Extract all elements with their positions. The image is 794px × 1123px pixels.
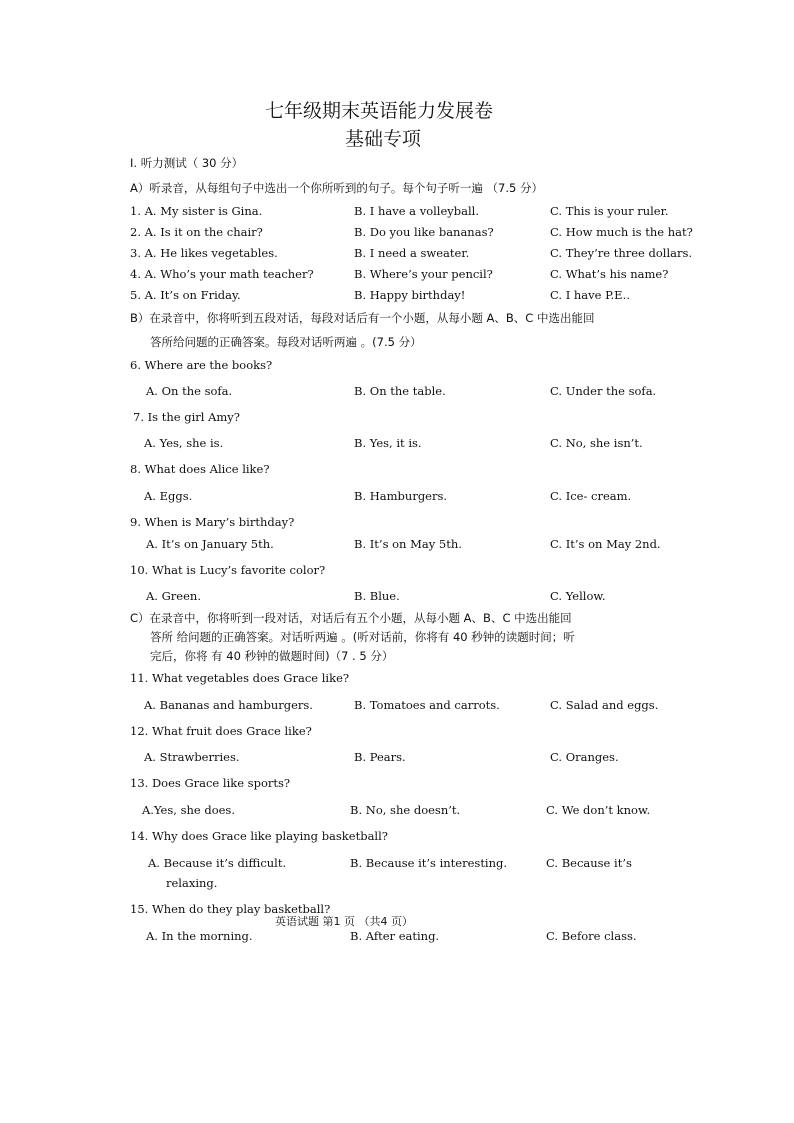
item-option-c: C. What’s his name?	[550, 267, 669, 281]
part-b-instruction: B）在录音中，你将听到五段对话，每段对话后有一个小题，从每小题 A、B、C 中选出能回	[130, 311, 595, 325]
item-option-c: C. It’s on May 2nd.	[550, 537, 661, 551]
item-option-c: C. Under the sofa.	[550, 384, 657, 398]
item-option-c: C. This is your ruler.	[550, 204, 669, 218]
item-option-a: A. Green.	[146, 589, 201, 603]
item-option-a: A. Yes, she is.	[144, 436, 224, 450]
part-c-instruction-cont: 完后，你将 有 40 秒钟的做题时间)（7 . 5 分）	[150, 649, 394, 663]
item-option-b: B. Where’s your pencil?	[354, 267, 493, 281]
item-option-a: 5. A. It’s on Friday.	[130, 288, 241, 302]
item-option-c: C. Because it’s	[546, 856, 632, 870]
item-option-c: C. Oranges.	[550, 750, 619, 764]
part-c-instruction-cont: 答所 给问题的正确答案。对话听两遍 。(听对话前，你将有 40 秒钟的读题时间；听	[150, 630, 575, 644]
item-option-b: B. On the table.	[354, 384, 446, 398]
item-option-b: B. No, she doesn’t.	[350, 803, 461, 817]
item-option-c: C. They’re three dollars.	[550, 246, 693, 260]
question-text: 14. Why does Grace like playing basketball?	[130, 829, 388, 843]
item-option-a: A.Yes, she does.	[142, 803, 235, 817]
item-option-a: A. Because it’s difficult.	[148, 856, 287, 870]
question-text: 7. Is the girl Amy?	[133, 410, 240, 424]
page-title: 七年级期末英语能力发展卷	[265, 100, 494, 122]
item-option-a: A. In the morning.	[146, 929, 253, 943]
item-option-c: C. No, she isn’t.	[550, 436, 643, 450]
item-option-b: B. Hamburgers.	[354, 489, 448, 503]
item-option-a: 3. A. He likes vegetables.	[130, 246, 278, 260]
item-option-a: A. It’s on January 5th.	[146, 537, 274, 551]
item-option-a: 4. A. Who’s your math teacher?	[130, 267, 314, 281]
part-a-instruction: A）听录音，从每组句子中选出一个你所听到的句子。每个句子听一遍 （7.5 分）	[130, 181, 543, 195]
item-option-c: C. We don’t know.	[546, 803, 651, 817]
item-option-b: B. It’s on May 5th.	[354, 537, 462, 551]
page-subtitle: 基础专项	[345, 128, 422, 150]
item-option-b: B. Happy birthday!	[354, 288, 466, 302]
question-text: 9. When is Mary’s birthday?	[130, 515, 295, 529]
item-option-c: C. Ice- cream.	[550, 489, 632, 503]
page-footer: 英语试题 第1 页 （共4 页）	[275, 915, 413, 928]
question-text: 11. What vegetables does Grace like?	[130, 671, 350, 685]
part-c-instruction: C）在录音中，你将听到一段对话，对话后有五个小题，从每小题 A、B、C 中选出能回	[130, 611, 572, 625]
item-option-b: B. I need a sweater.	[354, 246, 470, 260]
item-option-b: B. After eating.	[350, 929, 440, 943]
item-option-a: 2. A. Is it on the chair?	[130, 225, 263, 239]
item-option-a-cont: relaxing.	[166, 876, 218, 890]
question-text: 12. What fruit does Grace like?	[130, 724, 312, 738]
item-option-c: C. Before class.	[546, 929, 637, 943]
question-text: 8. What does Alice like?	[130, 462, 270, 476]
part-b-instruction-cont: 答所给问题的正确答案。每段对话听两遍 。(7.5 分）	[150, 335, 422, 349]
item-option-b: B. Pears.	[354, 750, 406, 764]
item-option-c: C. Yellow.	[550, 589, 606, 603]
question-text: 15. When do they play basketball?	[130, 902, 331, 916]
item-option-a: A. On the sofa.	[146, 384, 233, 398]
item-option-a: A. Strawberries.	[144, 750, 240, 764]
question-text: 10. What is Lucy’s favorite color?	[130, 563, 326, 577]
item-option-b: B. Blue.	[354, 589, 400, 603]
item-option-b: B. I have a volleyball.	[354, 204, 480, 218]
item-option-a: 1. A. My sister is Gina.	[130, 204, 263, 218]
section-heading: I. 听力测试（ 30 分）	[130, 156, 244, 170]
item-option-b: B. Yes, it is.	[354, 436, 422, 450]
item-option-b: B. Because it’s interesting.	[350, 856, 508, 870]
question-text: 13. Does Grace like sports?	[130, 776, 291, 790]
item-option-c: C. How much is the hat?	[550, 225, 693, 239]
item-option-c: C. Salad and eggs.	[550, 698, 659, 712]
question-text: 6. Where are the books?	[130, 358, 273, 372]
item-option-c: C. I have P.E..	[550, 288, 630, 302]
item-option-a: A. Eggs.	[144, 489, 193, 503]
item-option-a: A. Bananas and hamburgers.	[144, 698, 313, 712]
item-option-b: B. Do you like bananas?	[354, 225, 494, 239]
item-option-b: B. Tomatoes and carrots.	[354, 698, 500, 712]
